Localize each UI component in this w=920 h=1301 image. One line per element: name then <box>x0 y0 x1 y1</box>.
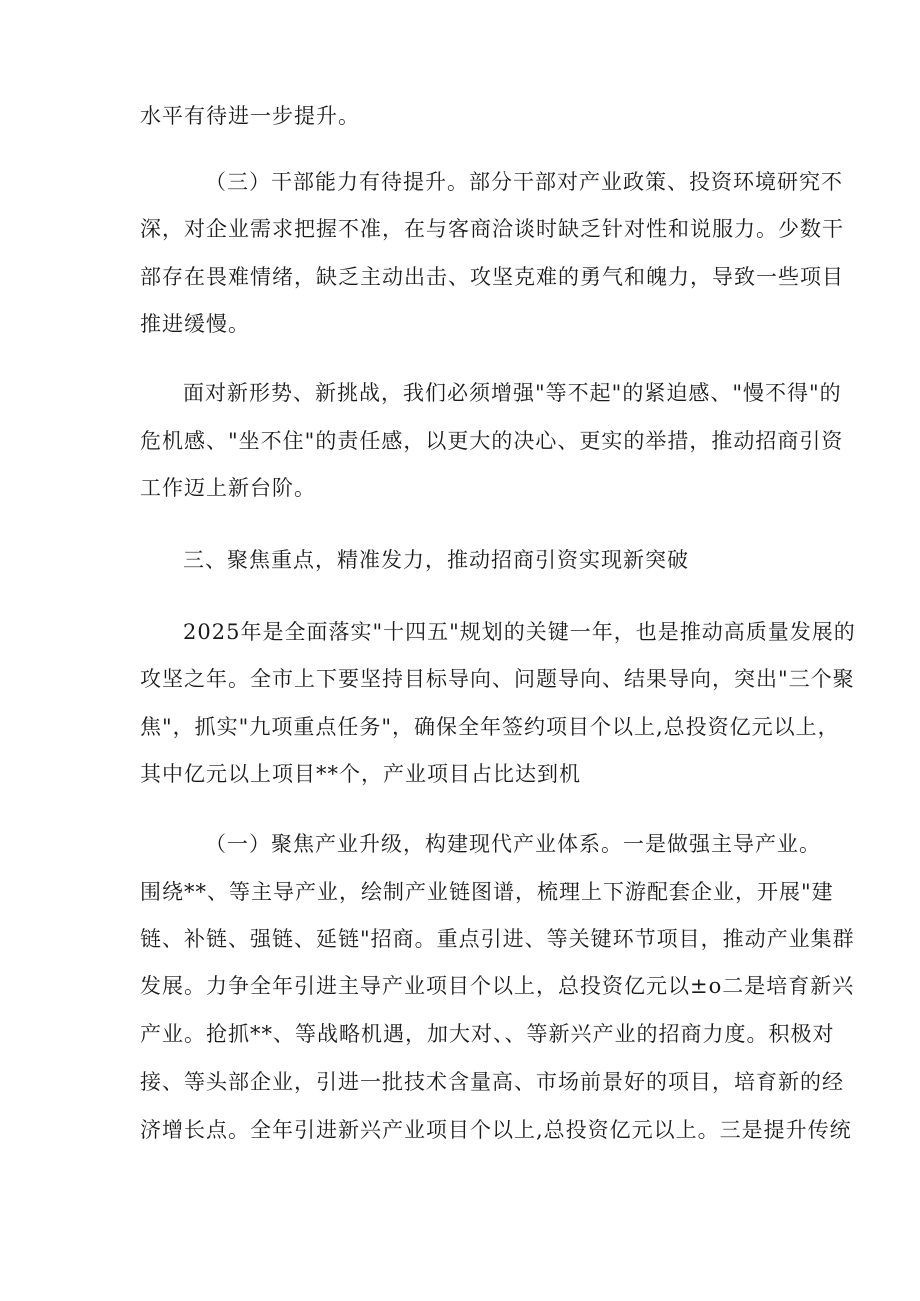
paragraph-line: 攻坚之年。全市上下要坚持目标导向、问题导向、结果导向，突出"三个聚 <box>140 667 855 691</box>
paragraph-line: 链、补链、强链、延链"招商。重点引进、等关键环节项目，推动产业集群 <box>140 927 855 951</box>
paragraph-line: 工作迈上新台阶。 <box>140 476 316 500</box>
paragraph-line: 其中亿元以上项目**个，产业项目占比达到机 <box>140 762 581 786</box>
paragraph-line: （三）干部能力有待提升。部分干部对产业政策、投资环境研究不 <box>205 170 843 194</box>
paragraph-line: 部存在畏难情绪，缺乏主动出击、攻坚克难的勇气和魄力，导致一些项目 <box>140 265 844 289</box>
paragraph-line: 面对新形势、新挑战，我们必须增强"等不起"的紧迫感、"慢不得"的 <box>183 381 842 405</box>
paragraph-line: （一）聚焦产业升级，构建现代产业体系。一是做强主导产业。 <box>205 832 821 856</box>
paragraph-line: 围绕**、等主导产业，绘制产业链图谱，梳理上下游配套企业，开展"建 <box>140 880 834 904</box>
paragraph-line: 发展。力争全年引进主导产业项目个以上，总投资亿元以±o二是培育新兴 <box>140 974 855 998</box>
section-heading: 三、聚焦重点，精准发力，推动招商引资实现新突破 <box>183 548 689 572</box>
paragraph-line: 水平有待进一步提升。 <box>140 104 360 128</box>
paragraph-line: 深，对企业需求把握不准，在与客商洽谈时缺乏针对性和说服力。少数干 <box>140 217 844 241</box>
paragraph-line: 焦"，抓实"九项重点任务"，确保全年签约项目个以上,总投资亿元以上， <box>140 715 840 739</box>
paragraph-line: 接、等头部企业，引进一批技术含量高、市场前景好的项目，培育新的经 <box>140 1070 844 1094</box>
paragraph-line: 2025年是全面落实"十四五"规划的关键一年，也是推动高质量发展的 <box>183 620 856 644</box>
paragraph-line: 危机感、"坐不住"的责任感，以更大的决心、更实的举措，推动招商引资 <box>140 429 844 453</box>
paragraph-line: 产业。抢抓**、等战略机遇，加大对、、等新兴产业的招商力度。积极对 <box>140 1022 835 1046</box>
paragraph-line: 济增长点。全年引进新兴产业项目个以上,总投资亿元以上。三是提升传统 <box>140 1118 852 1142</box>
paragraph-line: 推进缓慢。 <box>140 312 250 336</box>
